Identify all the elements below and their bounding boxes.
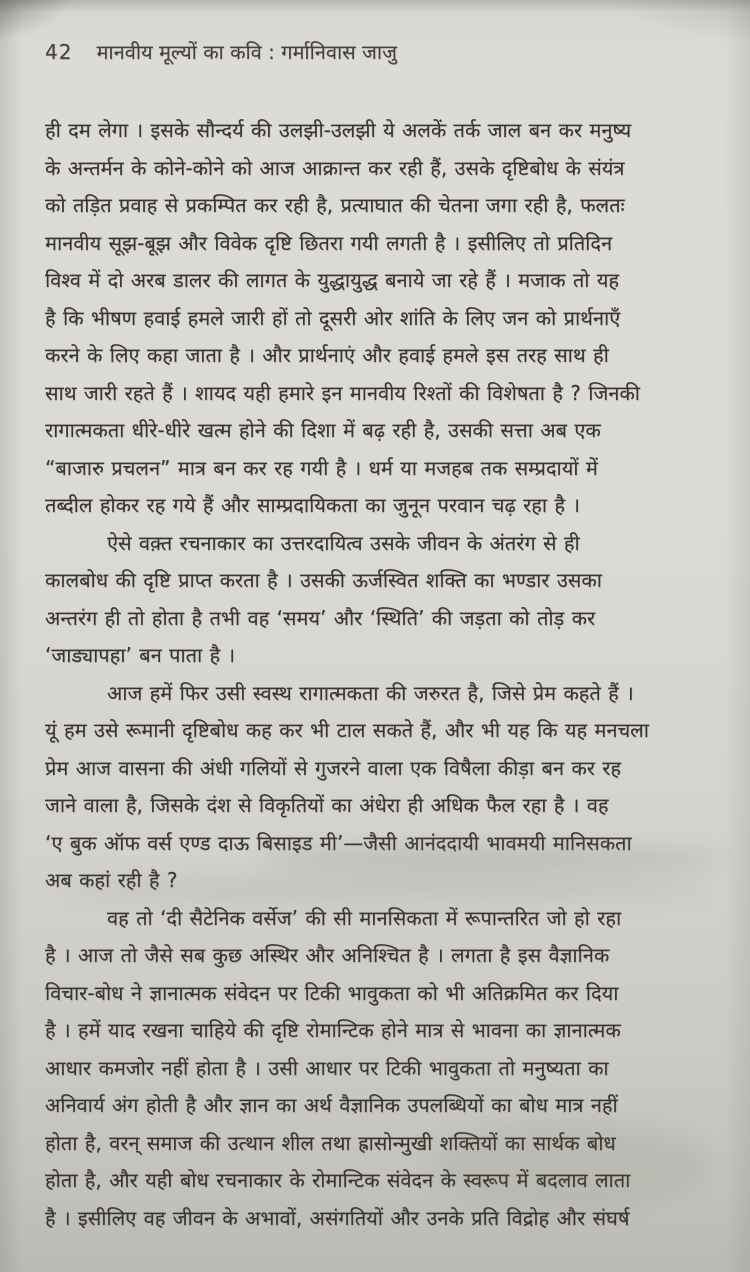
- text-line: वह तो ‘दी सैटेनिक वर्सेज’ की सी मानसिकता में रूपान्तरित जो हो रहा: [107, 905, 622, 930]
- text-line: अब कहां रही है ?: [45, 868, 178, 892]
- text-line: ही दम लेगा । इसके सौन्दर्य की उलझी-उलझी ये अलकें तर्क जाल बन कर मनुष्य: [45, 118, 632, 142]
- text-line: यूं हम उसे रूमानी दृष्टिबोध कह कर भी टाल सकते हैं, और भी यह कि यह मनचला: [45, 718, 649, 742]
- running-title: मानवीय मूल्यों का कवि : गर्मानिवास जाजु: [96, 40, 397, 64]
- text-line: होता है, और यही बोध रचनाकार के रोमान्टिक संवेदन के स्वरूप में बदलाव लाता: [45, 1168, 631, 1192]
- paragraph: [45, 675, 710, 900]
- paragraph: [45, 900, 710, 1238]
- text-line: ‘जाड्यापहा’ बन पाता है ।: [45, 643, 236, 667]
- paragraph: [45, 112, 710, 525]
- text-line: है । आज तो जैसे सब कुछ अस्थिर और अनिश्चित है । लगता है इस वैज्ञानिक: [45, 943, 610, 967]
- text-line: रागात्मकता धीरे-धीरे खत्म होने की दिशा में बढ़ रही है, उसकी सत्ता अब एक: [45, 418, 601, 442]
- text-line: है । हमें याद रखना चाहिये की दृष्टि रोमान्टिक होने मात्र से भावना का ज्ञानात्मक: [45, 1018, 621, 1042]
- text-line: विचार-बोध ने ज्ञानात्मक संवेदन पर टिकी भावुकता को भी अतिक्रमित कर दिया: [45, 980, 619, 1005]
- text-line: तब्दील होकर रह गये हैं और साम्प्रदायिकता का जुनून परवान चढ़ रहा है ।: [45, 493, 580, 517]
- text-line: साथ जारी रहते हैं । शायद यही हमारे इन मानवीय रिश्तों की विशेषता है ? जिनकी: [45, 380, 640, 405]
- text-line: ऐसे वक़्त रचनाकार का उत्तरदायित्व उसके जीवन के अंतरंग से ही: [107, 530, 580, 555]
- text-line: के अन्तर्मन के कोने-कोने को आज आक्रान्त कर रही हैं, उसके दृष्टिबोध के संयंत्र: [45, 155, 625, 180]
- text-line: प्रेम आज वासना की अंधी गलियों से गुजरने वाला एक विषैला कीड़ा बन कर रह: [45, 755, 622, 780]
- text-line: आधार कमजोर नहीं होता है । उसी आधार पर टिकी भावुकता तो मनुष्यता का: [45, 1055, 609, 1080]
- text-line: है कि भीषण हवाई हमले जारी हों तो दूसरी ओर शांति के लिए जन को प्रार्थनाएँ: [45, 305, 621, 330]
- text-line: जाने वाला है, जिसके दंश से विकृतियों का अंधेरा ही अधिक फैल रहा है । वह: [45, 793, 609, 817]
- text-line: मानवीय सूझ-बूझ और विवेक दृष्टि छितरा गयी लगती है । इसीलिए तो प्रतिदिन: [45, 230, 613, 255]
- text-line: ‘ए बुक ऑफ वर्स एण्ड दाऊ बिसाइड मी’—जैसी आनंददायी भावमयी मानिसकता: [45, 830, 632, 855]
- text-line: आज हमें फिर उसी स्वस्थ रागात्मकता की जरुरत है, जिसे प्रेम कहते हैं ।: [107, 680, 634, 705]
- text-line: अन्तरंग ही तो होता है तभी वह ‘समय’ और ‘स्थिति’ की जड़ता को तोड़ कर: [45, 605, 596, 630]
- page-header: [45, 38, 710, 65]
- text-line: विश्व में दो अरब डालर की लागत के युद्धायुद्ध बनाये जा रहे हैं । मजाक तो यह: [45, 268, 619, 292]
- text-line: कालबोध की दृष्टि प्राप्त करता है । उसकी ऊर्जस्वित शक्ति का भण्डार उसका: [45, 568, 602, 592]
- text-line: अनिवार्य अंग होती है और ज्ञान का अर्थ वैज्ञानिक उपलब्धियों का बोध मात्र नहीं: [45, 1093, 618, 1117]
- paragraph: [45, 525, 710, 675]
- text-line: है । इसीलिए वह जीवन के अभावों, असंगतियों और उनके प्रति विद्रोह और संघर्ष: [45, 1205, 630, 1230]
- text-line: “बाजारु प्रचलन” मात्र बन कर रह गयी है । धर्म या मजहब तक सम्प्रदायों में: [45, 455, 598, 480]
- text-line: को तड़ित प्रवाह से प्रकम्पित कर रही है, प्रत्याघात की चेतना जगा रही है, फलतः: [45, 193, 625, 217]
- page-body: [45, 112, 710, 1237]
- text-line: होता है, वरन् समाज की उत्थान शील तथा ह्रासोन्मुखी शक्तियों का सार्थक बोध: [45, 1130, 616, 1155]
- page-number: 42: [45, 40, 73, 64]
- text-line: करने के लिए कहा जाता है । और प्रार्थनाएं और हवाई हमले इस तरह साथ ही: [45, 343, 609, 367]
